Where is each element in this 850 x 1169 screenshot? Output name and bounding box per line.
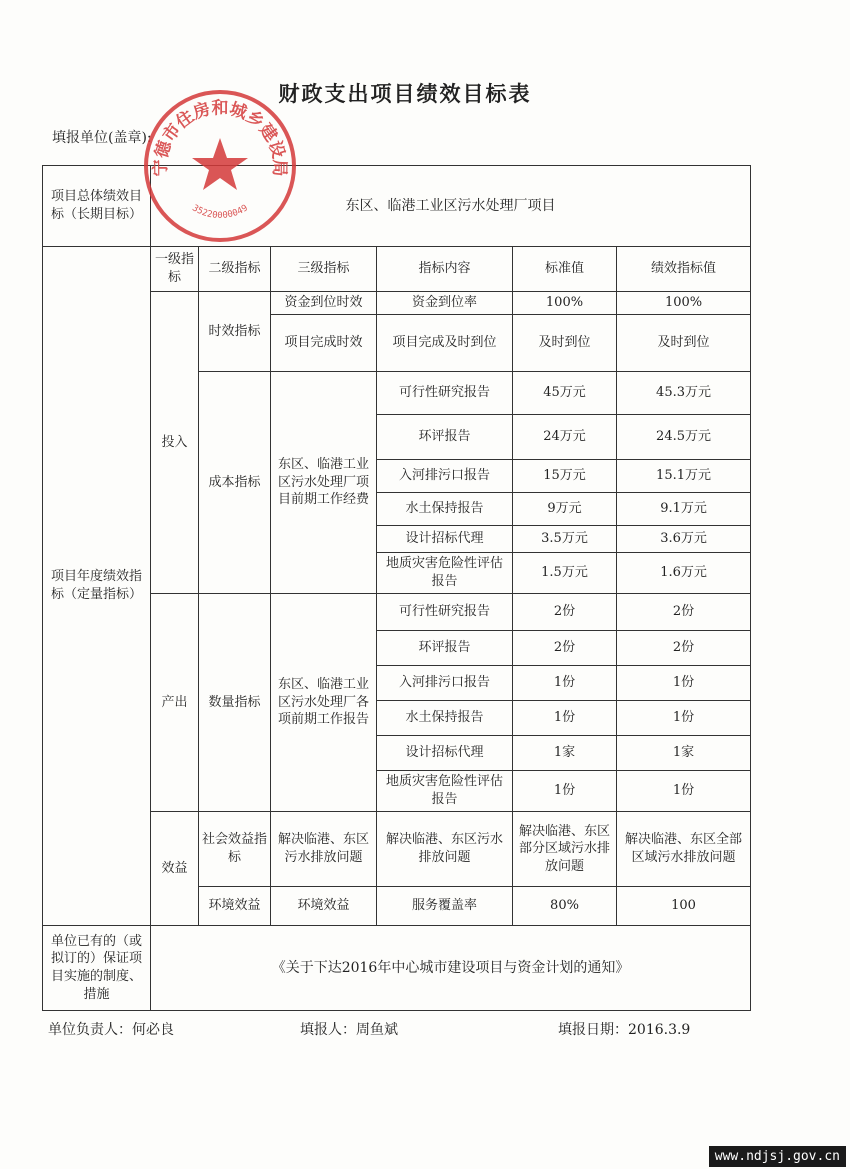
system-value: 《关于下达2016年中心城市建设项目与资金计划的通知》	[151, 926, 751, 1011]
table-cell: 100%	[617, 292, 751, 315]
table-cell: 解决临港、东区部分区域污水排放问题	[513, 812, 617, 887]
cost-level3: 东区、临港工业区污水处理厂项目前期工作经费	[271, 372, 377, 594]
table-cell: 项目完成时效	[271, 315, 377, 372]
header-level3: 三级指标	[271, 247, 377, 292]
quantity-level3: 东区、临港工业区污水处理厂各项前期工作报告	[271, 594, 377, 812]
table-cell: 可行性研究报告	[377, 594, 513, 631]
timeliness-level2: 时效指标	[199, 292, 271, 372]
header-level1: 一级指标	[151, 247, 199, 292]
header-standard: 标准值	[513, 247, 617, 292]
table-cell: 可行性研究报告	[377, 372, 513, 415]
table-cell: 设计招标代理	[377, 526, 513, 553]
footer-filler: 填报人：周鱼斌	[300, 1022, 398, 1038]
table-cell: 1份	[513, 771, 617, 812]
environment-level2: 环境效益	[199, 887, 271, 926]
table-cell: 80%	[513, 887, 617, 926]
overall-goal-value: 东区、临港工业区污水处理厂项目	[151, 166, 751, 247]
table-cell: 1家	[617, 736, 751, 771]
table-cell: 45.3万元	[617, 372, 751, 415]
fill-unit-label: 填报单位(盖章):	[52, 130, 152, 146]
table-cell: 24.5万元	[617, 415, 751, 460]
table-cell: 2份	[617, 594, 751, 631]
table-cell: 1份	[617, 666, 751, 701]
table-cell: 解决临港、东区全部区域污水排放问题	[617, 812, 751, 887]
table-cell: 1份	[617, 701, 751, 736]
annual-indicator-label: 项目年度绩效指标（定量指标）	[43, 247, 151, 926]
table-cell: 水土保持报告	[377, 493, 513, 526]
table-cell: 及时到位	[513, 315, 617, 372]
header-level2: 二级指标	[199, 247, 271, 292]
table-cell: 地质灾害危险性评估报告	[377, 771, 513, 812]
social-level3: 解决临港、东区污水排放问题	[271, 812, 377, 887]
overall-goal-label: 项目总体绩效目标（长期目标）	[43, 166, 151, 247]
page-title: 财政支出项目绩效目标表	[278, 82, 532, 106]
table-cell: 设计招标代理	[377, 736, 513, 771]
quantity-level2: 数量指标	[199, 594, 271, 812]
table-cell: 水土保持报告	[377, 701, 513, 736]
environment-level3: 环境效益	[271, 887, 377, 926]
table-cell: 1份	[513, 701, 617, 736]
section-output: 产出	[151, 594, 199, 812]
table-cell: 3.5万元	[513, 526, 617, 553]
seal-code: 35220000049	[190, 203, 250, 221]
header-content: 指标内容	[377, 247, 513, 292]
table-cell: 2份	[617, 631, 751, 666]
table-cell: 2份	[513, 631, 617, 666]
table-cell: 解决临港、东区污水排放问题	[377, 812, 513, 887]
table-cell: 1份	[513, 666, 617, 701]
table-cell: 资金到位率	[377, 292, 513, 315]
table-cell: 15万元	[513, 460, 617, 493]
table-cell: 24万元	[513, 415, 617, 460]
section-benefit: 效益	[151, 812, 199, 926]
table-cell: 1.5万元	[513, 553, 617, 594]
table-cell: 入河排污口报告	[377, 460, 513, 493]
table-cell: 1份	[617, 771, 751, 812]
table-cell: 1.6万元	[617, 553, 751, 594]
cost-level2: 成本指标	[199, 372, 271, 594]
header-value: 绩效指标值	[617, 247, 751, 292]
social-level2: 社会效益指标	[199, 812, 271, 887]
table-cell: 100%	[513, 292, 617, 315]
table-cell: 15.1万元	[617, 460, 751, 493]
table-cell: 服务覆盖率	[377, 887, 513, 926]
table-cell: 项目完成及时到位	[377, 315, 513, 372]
footer-leader: 单位负责人：何必良	[48, 1022, 174, 1038]
section-input: 投入	[151, 292, 199, 594]
table-cell: 9万元	[513, 493, 617, 526]
system-label: 单位已有的（或拟订的）保证项目实施的制度、措施	[43, 926, 151, 1011]
table-cell: 1家	[513, 736, 617, 771]
table-cell: 2份	[513, 594, 617, 631]
table-cell: 9.1万元	[617, 493, 751, 526]
table-cell: 环评报告	[377, 415, 513, 460]
table-cell: 100	[617, 887, 751, 926]
seal-text: 宁德市住房和城乡建设局	[150, 98, 290, 177]
site-watermark: www.ndjsj.gov.cn	[709, 1146, 846, 1167]
table-cell: 3.6万元	[617, 526, 751, 553]
table-cell: 地质灾害危险性评估报告	[377, 553, 513, 594]
table-cell: 45万元	[513, 372, 617, 415]
performance-table	[42, 165, 751, 1011]
table-cell: 及时到位	[617, 315, 751, 372]
table-cell: 资金到位时效	[271, 292, 377, 315]
footer-date: 填报日期：2016.3.9	[558, 1022, 691, 1038]
table-cell: 入河排污口报告	[377, 666, 513, 701]
table-cell: 环评报告	[377, 631, 513, 666]
